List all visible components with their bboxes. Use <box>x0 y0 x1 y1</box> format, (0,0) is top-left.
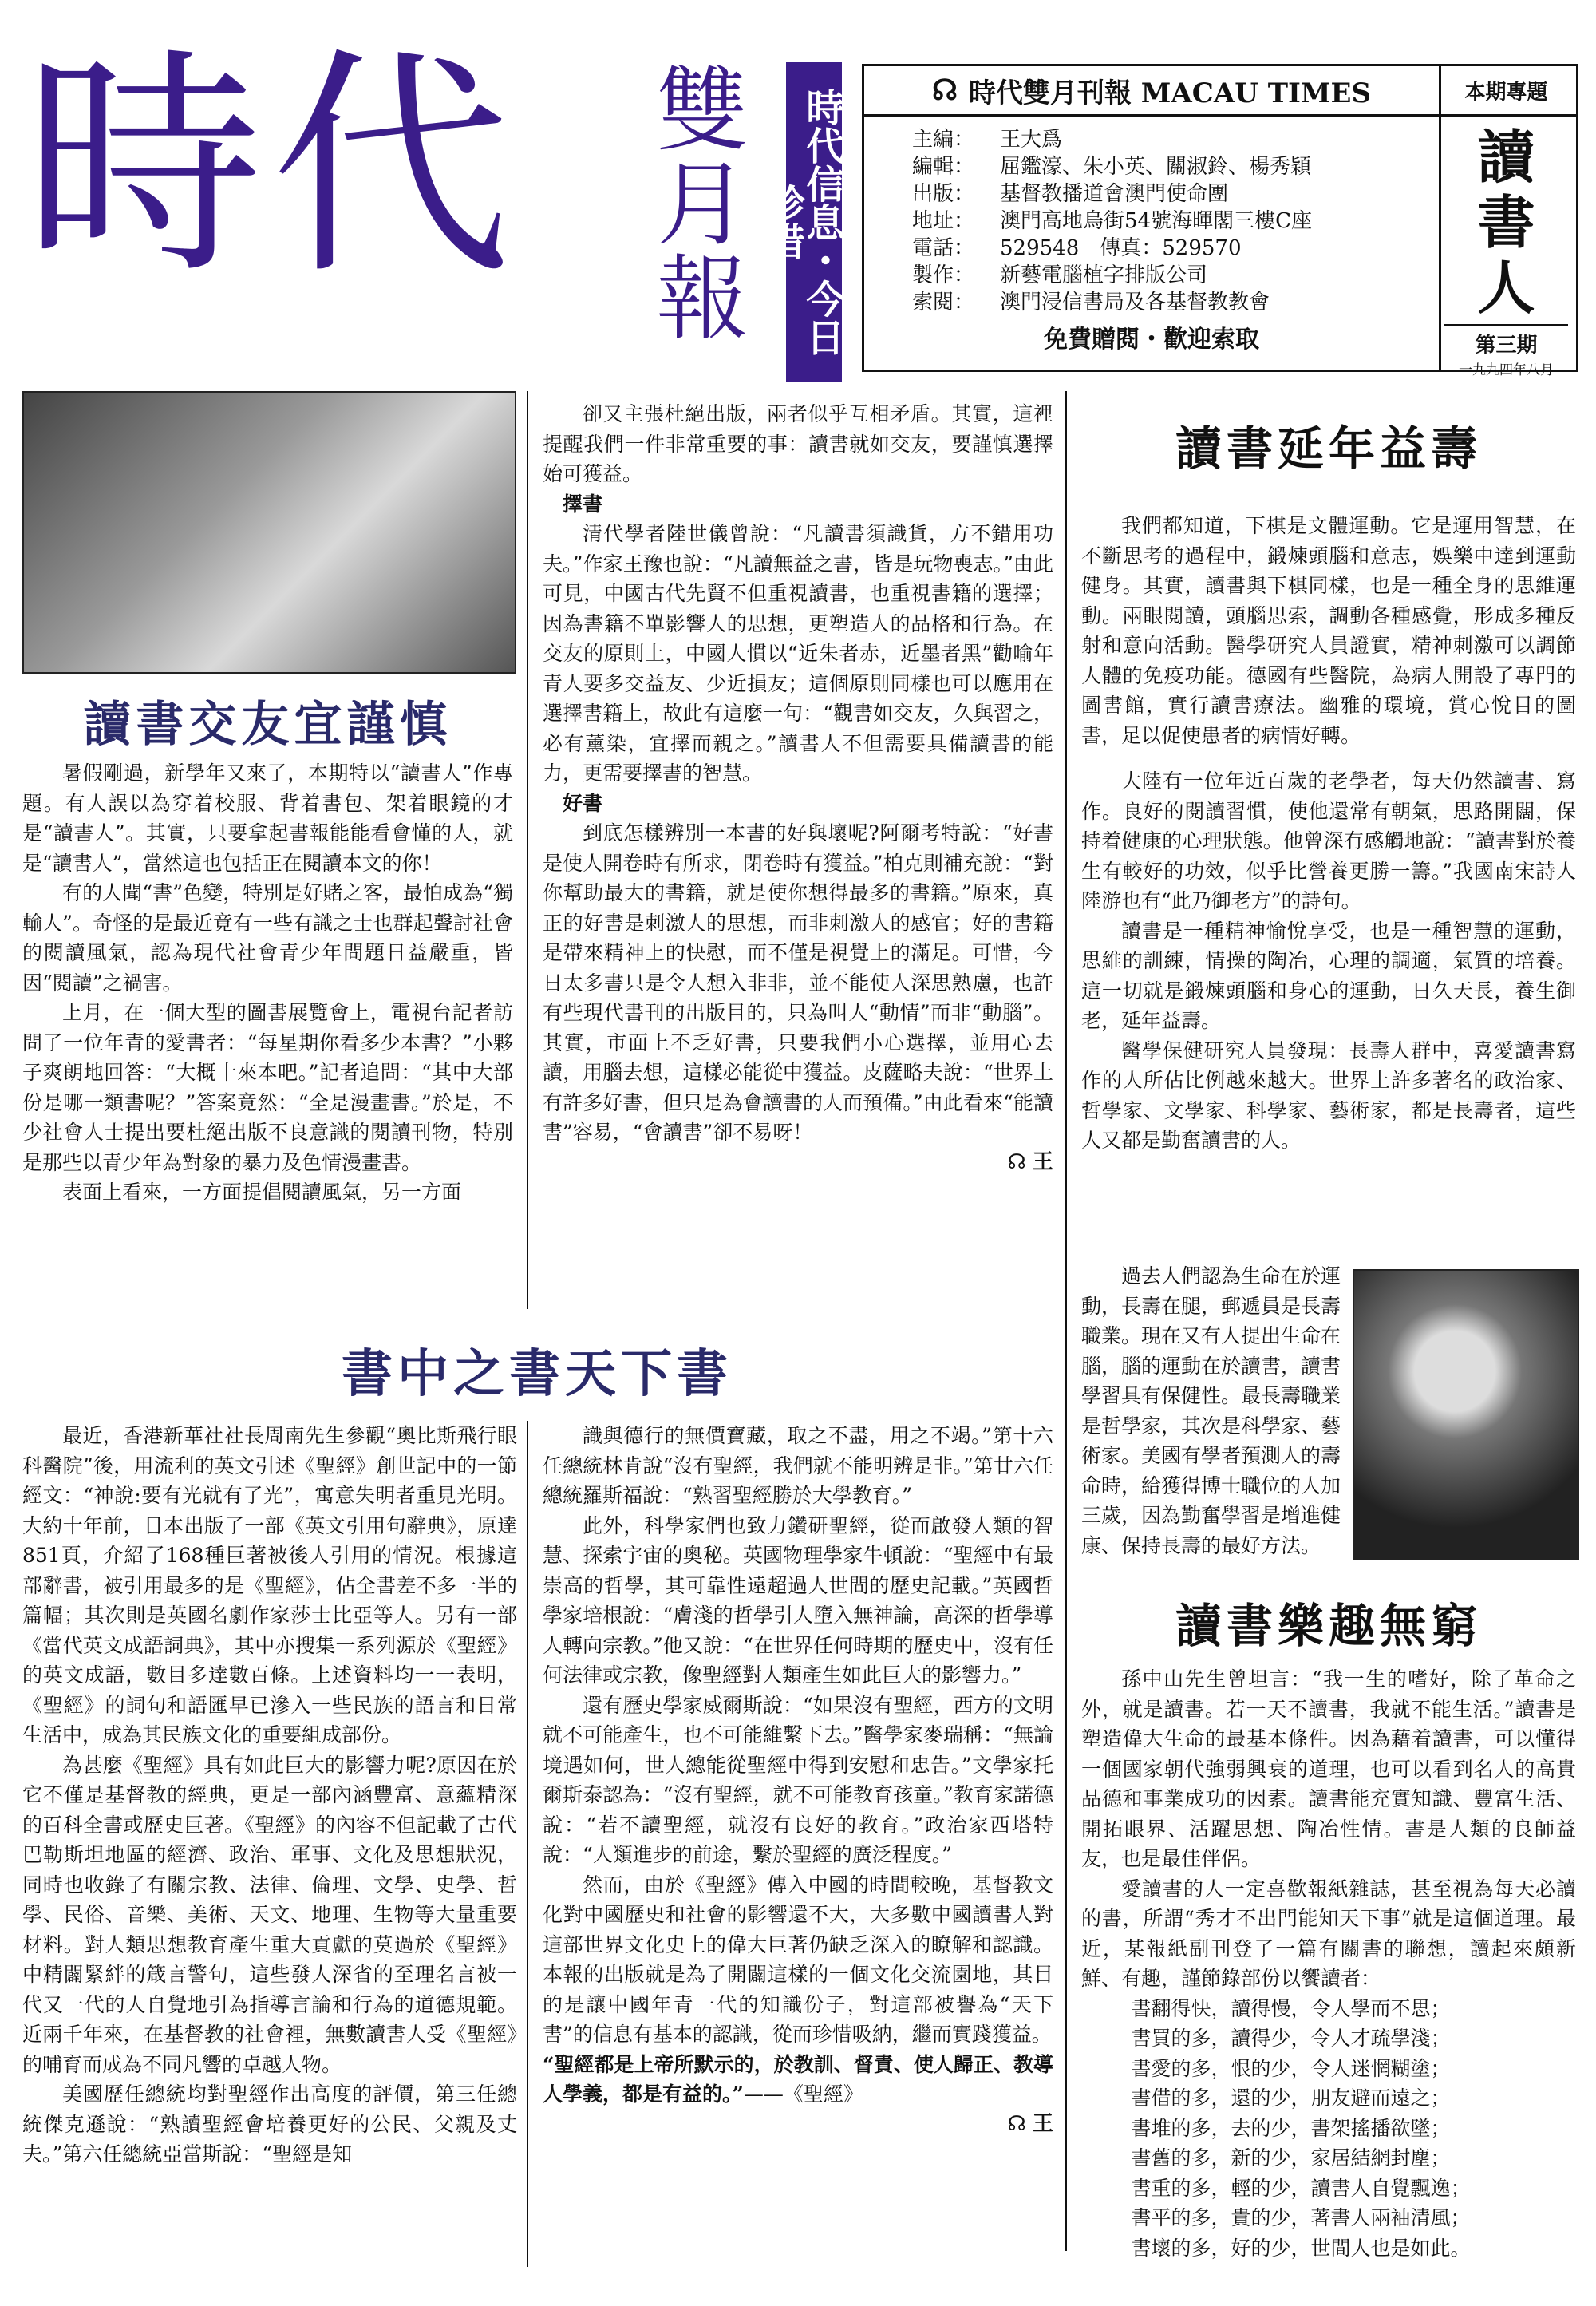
verse-line: 書壞的多，好的少，世間人也是如此。 <box>1131 2236 1471 2260</box>
info-row: 索閱： 澳門浸信書局及各基督教教會 <box>912 291 1270 314</box>
info-row: 主編： 王大爲 <box>912 128 1063 152</box>
info-row: 製作： 新藝電腦植字排版公司 <box>912 263 1208 287</box>
topic-box <box>1436 64 1578 378</box>
verse-line: 書重的多，輕的少，讀書人自覺飄逸； <box>1131 2176 1471 2200</box>
verse-line: 書借的多，還的少，朋友避而遠之； <box>1131 2086 1451 2110</box>
issue-date: 一九九四年八月 <box>1459 362 1554 378</box>
article3-title: 書中之書天下書 <box>342 1344 733 1404</box>
subtitle-char: 月 <box>656 152 749 259</box>
subheading-choose: 擇書 <box>563 492 603 516</box>
article3-col1: 最近，香港新華社社長周南先生參觀“奧比斯飛行眼科醫院”後，用流利的英文引述《聖經》創世記中的一節經文：“神說:要有光就有了光”，寓意失明者重見光明。大約十年前，日本出版了一部《英文引用句辭典》，原達851頁，介紹了168種巨著被後人引用的情況。根據這部辭書，被引用最多的是《聖經》，佔全書差不多一半的篇幅；其次則是英國名劇作家莎士比亞等人。另有一部《當代英文成語詞典》，其中亦搜集一系列源於《聖經》的英文成語，數目多達數百條。上述資料均一一表明，《聖經》的詞句和語匯早已滲入一些民族的語言和日常生活中，成為其民族文化的重要組成部份。 為甚麼《聖經》具有如此巨大的影響力呢?原因在於它不僅是基督教的經典，更是一部內涵豐富、意蘊精深的百科全書或歷史巨著。《聖經》的內容不但記載了古代巴勒斯坦地區的經濟、政治、軍事、文化及思想狀況，同時也收錄了有關宗教、法律、倫理、文學、史學、哲學、民俗、音樂、美術、天文、地理、生物等大量重要材料。對人類思想教育產生重大貢獻的莫過於《聖經》中精闢緊絆的箴言警句，這些發人深省的至理名言被一代又一代的人自覺地引為指導言論和行為的道德規範。近兩千年來，在基督教的社會裡，無數讀書人受《聖經》的哺育而成為不同凡響的卓越人物。 美國歷任總統均對聖經作出高度的評價，第三任總統傑克遜說：“熟讀聖經會培養更好的公民、父親及丈夫。”第六任總統亞當斯說：“聖經是知 <box>22 1424 517 2166</box>
article4-body: 孫中山先生曾坦言：“我一生的嗜好，除了革命之外，就是讀書。若一天不讀書，我就不能生活。”讀書是塑造偉大生命的最基本條件。因為藉着讀書，可以懂得一個國家朝代強弱興衰的道理，也可以看到名人的高貴品德和事業成功的因素。讀書能充實知識、豐富生活、開拓眼界、活躍思想、陶冶性情。書是人類的良師益友，也是最佳伴侶。 愛讀書的人一定喜歡報紙雜誌，甚至視為每天必讀的書，所謂“秀才不出門能知天下事”就是這個道理。最近，某報紙副刊登了一篇有關書的聯想，讀起來頗新鮮、有趣，謹節錄部份以饗讀者： 書翻得快，讀得慢，令人學而不思； 書買的多，讀得少，令人才疏學淺； 書愛的多，恨的少，令人迷惘糊塗； 書借的多，還的少，朋友避而遠之； 書堆的多，去的少，書架搖播欲墜； 書舊的多，新的少，家居結網封塵； 書重的多，輕的少，讀書人自覺飄逸； 書平的多，貴的少，著書人兩袖清風； 書壞的多，好的少，世間人也是如此。 <box>1081 1664 1576 2263</box>
subtitle-char: 報 <box>656 246 749 353</box>
bible-quote: “聖經都是上帝所默示的，於教訓、督責、使人歸正、教導人學義，都是有益的。” <box>543 2052 1053 2106</box>
article1-col1: 暑假剛過，新學年又來了，本期特以“讀書人”作專題。有人誤以為穿着校服、背着書包、架着眼鏡的才是“讀書人”。其實，只要拿起書報能能看會懂的人，就是“讀書人”，當然這也包括正在閱讀本文的你！ 有的人聞“書”色變，特別是好賭之客，最怕成為“獨輸人”。奇怪的是最近竟有一些有識之士也群起聲討社會的閱讀風氣，認為現代社會青少年問題日益嚴重，皆因“閱讀”之禍害。 上月，在一個大型的圖書展覽會上，電視台記者訪問了一位年青的愛書者：“每星期你看多少本書？”小夥子爽朗地回答：“大概十來本吧。”記者追問：“其中大部份是哪一類書呢？”答案竟然：“全是漫畫書。”於是，不少社會人士提出要杜絕出版不良意識的閱讀刊物，特別是那些以青少年為對象的暴力及色情漫畫書。 表面上看來，一方面提倡閱讀風氣，另一方面 <box>22 761 513 1204</box>
info-row: 出版： 基督教播道會澳門使命團 <box>912 182 1229 206</box>
column-rule <box>527 391 528 1309</box>
topic-title: 讀 書 人 <box>1477 123 1535 322</box>
quote-source: ——《聖經》 <box>743 2083 863 2106</box>
column-rule <box>1065 391 1067 2251</box>
article2-title: 讀書延年益壽 <box>1175 421 1482 476</box>
article1-title: 讀書交友宜謹慎 <box>83 697 452 753</box>
slogan-bar: 時代信息・今日珍惜 <box>786 62 842 382</box>
article3-signature: ☊ 王 <box>1007 2111 1053 2136</box>
verse-line: 書買的多，讀得少，令人才疏學淺； <box>1131 2027 1451 2050</box>
info-box-header <box>864 66 1439 117</box>
info-row: 地址： 澳門高地烏街54號海暉閣三樓C座 <box>912 209 1312 233</box>
logo-icon: ☊ <box>1007 1149 1026 1174</box>
verse-line: 書舊的多，新的少，家居結網封塵； <box>1131 2146 1451 2170</box>
scholar-portrait <box>1353 1269 1579 1560</box>
logo-icon: ☊ <box>1007 2111 1026 2136</box>
verse-line: 書翻得快，讀得慢，令人學而不思； <box>1131 1996 1451 2020</box>
masthead-title: 時代 <box>24 28 519 307</box>
topic-label: 本期專題 <box>1436 66 1576 117</box>
logo-icon: ☊ <box>931 73 958 107</box>
article1-col2: 卻又主張杜絕出版，兩者似乎互相矛盾。其實，這裡提醒我們一件非常重要的事：讀書就如交友，要謹慎選擇始可獲益。 擇書 清代學者陸世儀曾說：“凡讀書須識貨，方不錯用功夫。”作家王豫也說：“凡讀無益之書，皆是玩物喪志。”由此可見，中國古代先賢不但重視讀書，也重視書籍的選擇；因為書籍不單影響人的思想，更塑造人的品格和行為。在交友的原則上，中國人慣以“近朱者赤，近墨者黑”勸喻年青人要多交益友、少近損友；這個原則同樣也可以應用在選擇書籍上，故此有這麼一句：“觀書如交友，久與習之，必有薰染，宜擇而親之。”讀書人不但需要具備讀書的能力，更需要擇書的智慧。 好書 到底怎樣辨別一本書的好與壞呢?阿爾考特說：“好書是使人開卷時有所求，閉卷時有獲益。”柏克則補充說：“對你幫助最大的書籍，就是使你想得最多的書籍。”原來，真正的好書是刺激人的思想，而非刺激人的感官；好的書籍是帶來精神上的快慰，而不僅是視覺上的滿足。可惜，今日太多書只是令人想入非非，並不能使人深思熟慮，也許有些現代書刊的出版目的，只為叫人“動情”而非“動腦”。其實，市面上不乏好書，只要我們小心選擇，並用心去讀，用腦去想，這樣必能從中獲益。皮薩略夫說：“世界上有許多好書，但只是為會讀書的人而預備。”由此看來“能讀書”容易，“會讀書”卻不易呀！ ☊ 王 <box>543 399 1053 1177</box>
info-list <box>864 117 1439 316</box>
article4-title: 讀書樂趣無窮 <box>1175 1599 1482 1653</box>
free-notice: 免費贈閱・歡迎索取 <box>1044 326 1259 354</box>
verse-line: 書堆的多，去的少，書架搖播欲墜； <box>1131 2116 1451 2140</box>
verse-line: 書愛的多，恨的少，令人迷惘糊塗； <box>1131 2056 1451 2080</box>
book-verses <box>1081 1994 1576 2264</box>
article1-signature: ☊ 王 <box>1007 1149 1053 1174</box>
subheading-good: 好書 <box>563 791 603 815</box>
info-row: 電話： 529548 傳真：529570 <box>912 236 1242 260</box>
students-photo <box>22 391 516 674</box>
subtitle-char: 雙 <box>656 57 749 164</box>
info-box-title: 時代雙月刊報 MACAU TIMES <box>968 77 1372 109</box>
column-rule <box>527 1421 528 2267</box>
info-row: 編輯： 屈鑑濠、朱小英、關淑鈴、楊秀穎 <box>912 155 1312 179</box>
article3-col2: 識與德行的無價寶藏，取之不盡，用之不竭。”第十六任總統林肯說“沒有聖經，我們就不能明辨是非。”第廿六任總統羅斯福說：“熟習聖經勝於大學教育。” 此外，科學家們也致力鑽研聖經，從而啟發人類的智慧、探索宇宙的奧秘。英國物理學家牛頓說：“聖經中有最崇高的哲學，其可靠性遠超過人世間的歷史記載。”英國哲學家培根說：“膚淺的哲學引人墮入無神論，高深的哲學導人轉向宗教。”他又說：“在世界任何時期的歷史中，沒有任何法律或宗教，像聖經對人類產生如此巨大的影響力。” 還有歷史學家威爾斯說：“如果沒有聖經，西方的文明就不可能產生，也不可能維繫下去。”醫學家麥瑞稱：“無論境遇如何，世人總能從聖經中得到安慰和忠告。”文學家托爾斯泰認為：“沒有聖經，就不可能教育孩童。”教育家諾德說：“若不讀聖經，就沒有良好的教育。”政治家西塔特說：“人類進步的前途，繫於聖經的廣泛程度。” 然而，由於《聖經》傳入中國的時間較晚，基督教文化對中國歷史和社會的影響還不大，大多數中國讀書人對這部世界文化史上的偉大巨著仍缺乏深入的瞭解和認識。本報的出版就是為了開闢這樣的一個文化交流園地，其目的是讓中國年青一代的知識份子，對這部被譽為“天下書”的信息有基本的認識，從而珍惜吸納，繼而實踐獲益。 “聖經都是上帝所默示的，於教訓、督責、使人歸正、教導人學義，都是有益的。”——《聖經》 ☊ 王 <box>543 1421 1053 2139</box>
issue-number: 第三期 <box>1444 324 1568 358</box>
article2-body: 我們都知道，下棋是文體運動。它是運用智慧，在不斷思考的過程中，鍛煉頭腦和意志，娛樂中達到運動健身。其實，讀書與下棋同樣，也是一種全身的思維運動。兩眼閱讀，頭腦思索，調動各種感覺，形成多種反射和意向活動。醫學研究人員證實，精神刺激可以調節人體的免疫功能。德國有些醫院，為病人開設了專門的圖書館，實行讀書療法。幽雅的環境，賞心悅目的圖書，足以促使患者的病情好轉。 大陸有一位年近百歲的老學者，每天仍然讀書、寫作。良好的閱讀習慣，使他還常有朝氣，思路開闊，保持着健康的心理狀態。他曾深有感觸地說：“讀書對於養生有較好的功效，似乎比營養更勝一籌。”我國南宋詩人陸游也有“此乃御老方”的詩句。 讀書是一種精神愉悅享受，也是一種智慧的運動，思維的訓練，情操的陶冶，心理的調適，氣質的培養。這一切就是鍛煉頭腦和身心的運動，日久天長，養生御老，延年益壽。 醫學保健研究人員發現：長壽人群中，喜愛讀書寫作的人所佔比例越來越大。世界上許多著名的政治家、哲學家、文學家、科學家、藝術家，都是長壽者，這些人又都是勤奮讀書的人。 <box>1081 514 1576 1152</box>
masthead-subtitle <box>654 57 754 353</box>
verse-line: 書平的多，貴的少，著書人兩袖清風； <box>1131 2206 1471 2229</box>
info-box <box>862 64 1441 372</box>
article2-body-wrap: 過去人們認為生命在於運動，長壽在腿，郵遞員是長壽職業。現在又有人提出生命在腦，腦的運動在於讀書，讀書學習具有保健性。最長壽職業是哲學家，其次是科學家、藝術家。美國有學者預測人的壽命時，給獲得博士職位的人加三歲，因為勤奮學習是增進健康、保持長壽的最好方法。 <box>1081 1264 1341 1557</box>
